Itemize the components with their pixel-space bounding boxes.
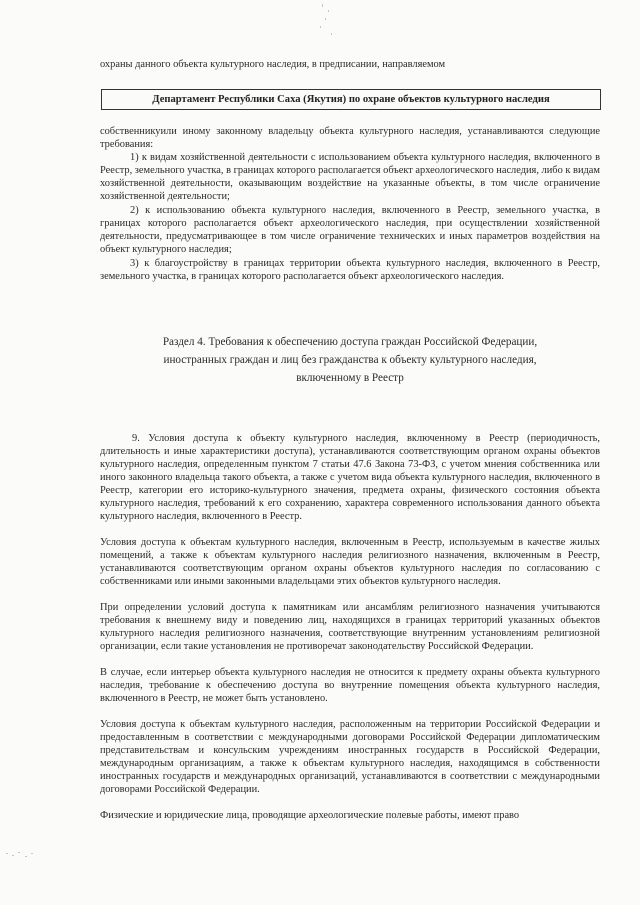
paragraph-req-1: 1) к видам хозяйственной деятельности с использованием объекта культурного наследия, включенного в Реестр, земельного участка, в границах которого располагается объект археологического наследия, либо к видам хозяйственной деятельности, оказывающим воздействие на указанные объекты, в том числе ограничение хозяйственной деятельности; <box>100 152 600 202</box>
paragraph-req-2: 2) к использованию объекта культурного наследия, включенного в Реестр, земельного участка, в границах которого располагается объект археологического наследия, при осуществлении хозяйственной деятельности, предусматривающее в том числе ограничение технических и иных параметров воздействия на объект культурного наследия; <box>100 205 600 255</box>
paragraph-archaeology: Физические и юридические лица, проводящие археологические полевые работы, имеют право <box>100 810 520 821</box>
paragraph-religious: При определении условий доступа к памятникам или ансамблям религиозного назначения учитываются требования к внешнему виду и поведению лиц, находящихся в границах территорий указанных объектов культурного наследия религиозного назначения, соответствующие внутренним установлениям религиозной организации, если такие установления не противоречат законодательству Российской Федерации. <box>100 602 600 652</box>
stamp-text: Департамент Республики Саха (Якутия) по охране объектов культурного наследия <box>152 94 550 105</box>
paragraph-interior: В случае, если интерьер объекта культурного наследия не относится к предмету охраны объекта культурного наследия, требование к обеспечению доступа во внутренние помещения объекта культурного наследия, включенного в Реестр, не может быть установлено. <box>100 667 600 704</box>
paragraph-residential: Условия доступа к объектам культурного наследия, включенным в Реестр, используемым в качестве жилых помещений, а также к объектам культурного наследия религиозного назначения, включенным в Реестр, устанавливаются соответствующим органом охраны объектов культурного наследия по согласованию с собственниками или иными законными владельцами этих объектов культурного наследия. <box>100 537 600 587</box>
section-heading-line-1: Раздел 4. Требования к обеспечению доступа граждан Российской Федерации, <box>162 336 538 348</box>
section-heading-line-2: иностранных граждан и лиц без гражданства к объекту культурного наследия, <box>163 354 537 366</box>
section-heading-line-3: включенному в Реестр <box>296 372 404 384</box>
paragraph-owner: собственникуили иному законному владельцу объекта культурного наследия, устанавливаются следующие требования: <box>100 126 600 150</box>
paragraph-req-3: 3) к благоустройству в границах территории объекта культурного наследия, включенного в Реестр, земельного участка, в границах которого располагается объект археологического наследия. <box>100 258 600 282</box>
top-line: охраны данного объекта культурного наследия, в предписании, направляемом <box>100 59 446 70</box>
paragraph-9: 9. Условия доступа к объекту культурного наследия, включенному в Реестр (периодичность, длительность и иные характеристики доступа), устанавливаются соответствующим органом охраны объектов культурного наследия, определенным пунктом 7 статьи 47.6 Закона 73-ФЗ, с учетом мнения собственника или иного законного владельца такого объекта, а также с учетом вида объекта культурного наследия, включенного в Реестр, категории его историко-культурного значения, предмета охраны, физического состояния объекта культурного наследия, требований к его сохранению, характера современного использования данного объекта культурного наследия, включенного в Реестр. <box>100 433 600 522</box>
paragraph-diplomatic: Условия доступа к объектам культурного наследия, расположенным на территории Российской Федерации и предоставленным в соответствии с международными договорами Российской Федерации дипломатическим представительствам и консульским учреждениям иностранных государств в Российской Федерации, международным организациям, а также к объектам культурного наследия, находящимся в собственности иностранных государств и международных организаций, устанавливаются в соответствии с международными договорами Российской Федерации. <box>100 719 600 795</box>
